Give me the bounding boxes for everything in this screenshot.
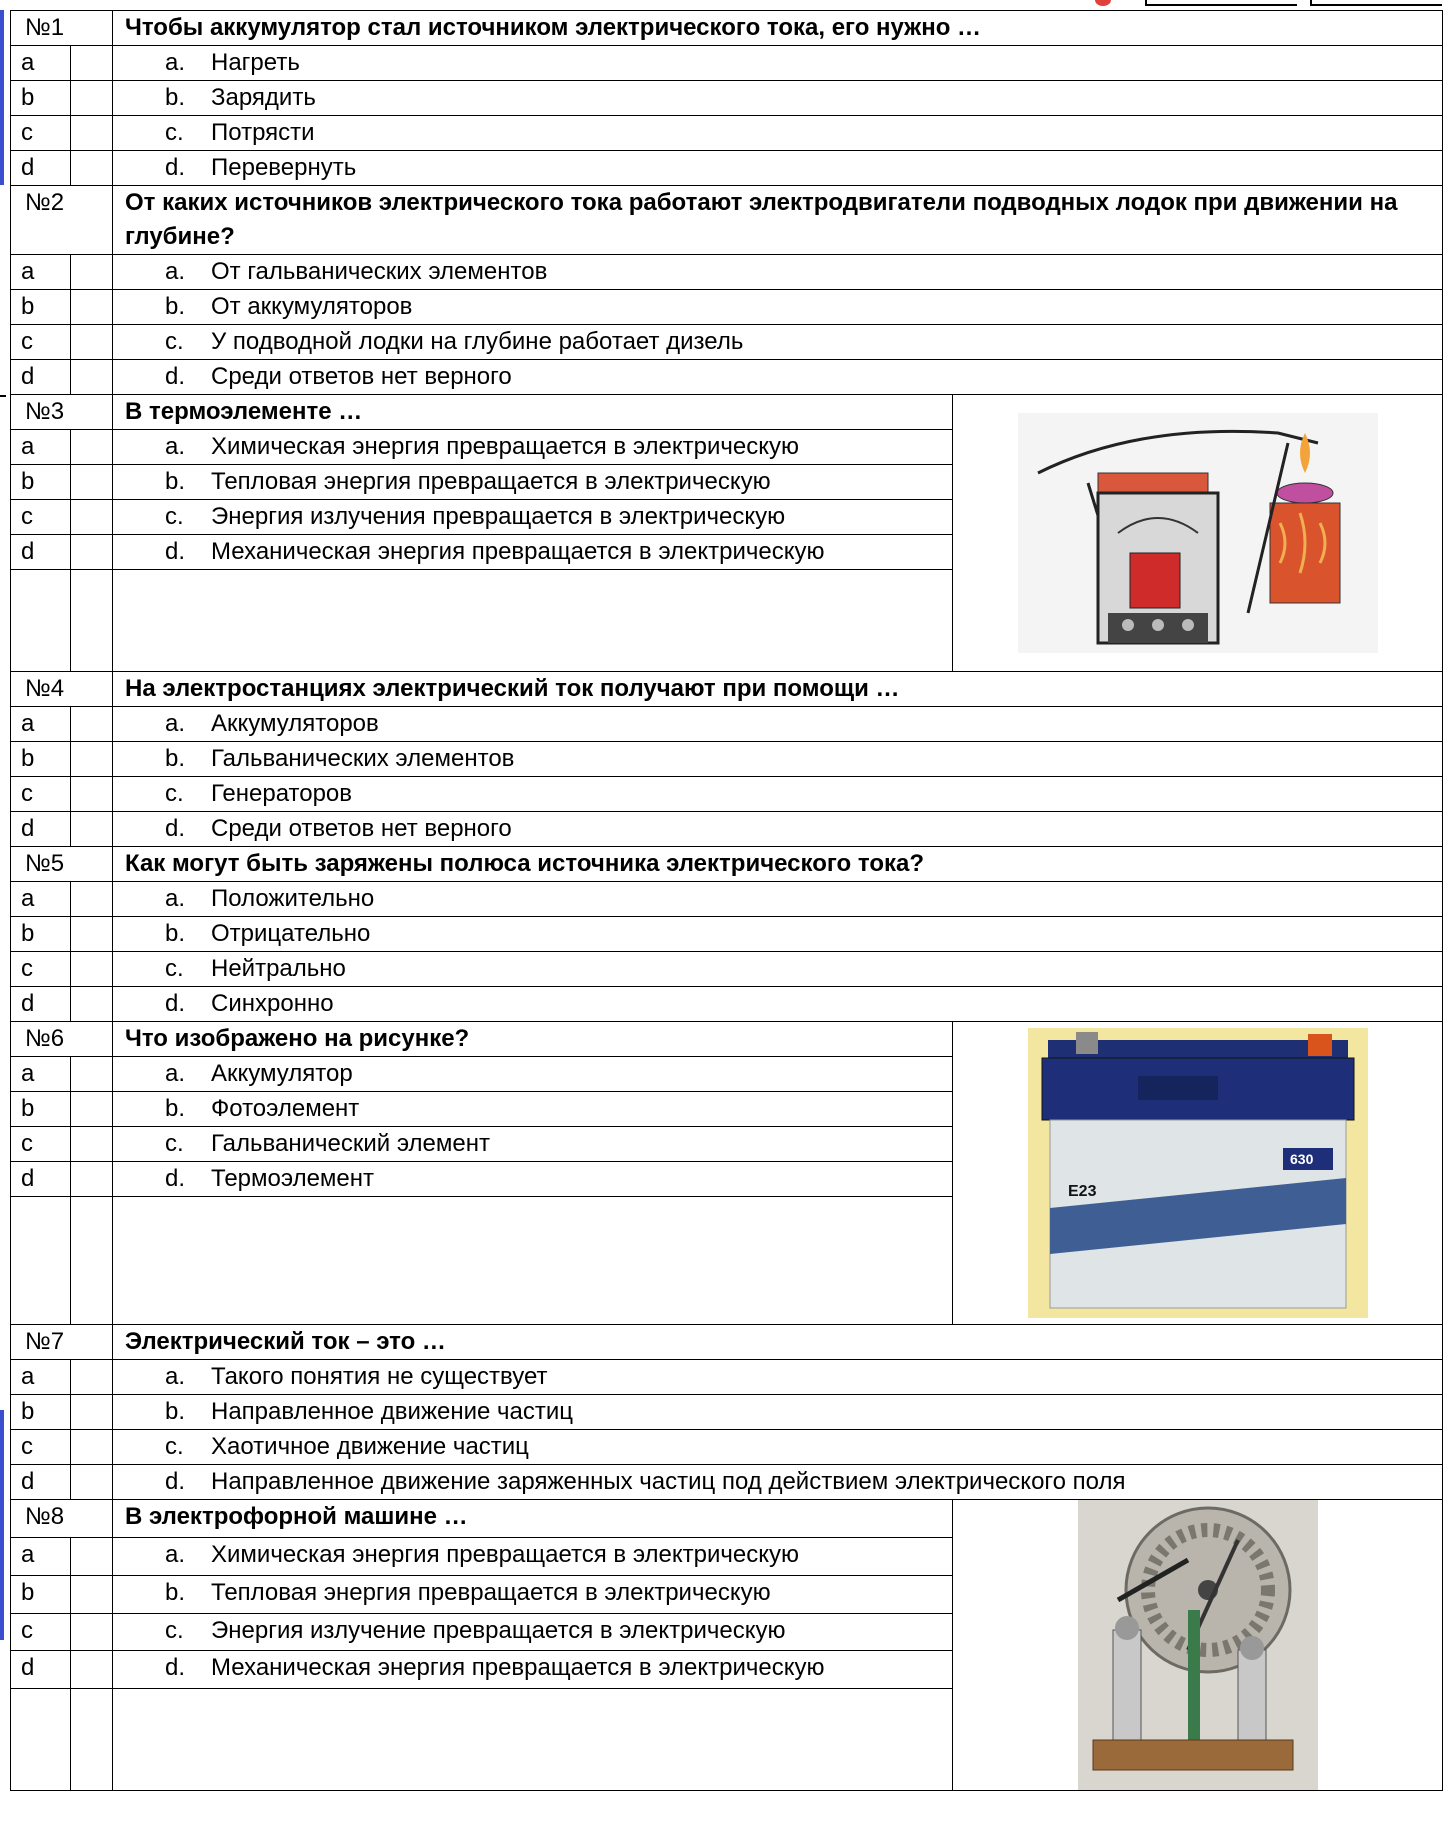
option-letter: c. [165,1433,184,1460]
answer-mark-cell[interactable] [71,882,113,917]
answer-letter: b [11,465,71,500]
option-item [113,987,1443,1022]
option-letter: b. [165,1398,186,1425]
option-letter: a. [165,258,186,285]
option-row[interactable] [11,882,1443,917]
answer-mark-cell[interactable] [71,742,113,777]
question-text: Чтобы аккумулятор стал источником электрического тока, его нужно … [113,11,1443,46]
option-letter: d. [165,990,186,1017]
option-text: Гальванических элементов [211,745,515,772]
option-item [113,255,1443,290]
option-text: Направленное движение частиц [211,1398,574,1425]
option-row[interactable] [11,1360,1443,1395]
option-letter: c. [165,1130,184,1157]
option-text: У подводной лодки на глубине работает дизель [211,328,744,355]
quiz-table [10,10,1443,1791]
option-item [113,151,1443,186]
answer-mark-cell[interactable] [71,360,113,395]
answer-letter: c [11,1127,71,1162]
margin-mark-bottom [0,1410,4,1640]
answer-mark-cell[interactable] [71,255,113,290]
option-row[interactable] [11,742,1443,777]
answer-letter: b [11,1395,71,1430]
answer-letter: a [11,46,71,81]
answer-letter: a [11,1537,71,1575]
empty-option-cell [113,1689,953,1791]
question-text: От каких источников электрического тока работают электродвигатели подводных лодок при движении на глубине? [113,186,1443,255]
margin-tick [0,395,6,397]
option-text: Фотоэлемент [211,1095,360,1122]
question-row [11,395,1443,430]
option-letter: c. [165,955,184,982]
option-text: Тепловая энергия превращается в электрическую [211,1578,771,1606]
answer-mark-cell[interactable] [71,1465,113,1500]
answer-letter: b [11,290,71,325]
answer-letter: b [11,917,71,952]
option-item [113,1360,1443,1395]
option-text: Синхронно [211,990,334,1017]
top-red-mark [1095,0,1111,6]
battery-capacity-label: 630 [1289,1151,1313,1167]
option-row[interactable] [11,917,1443,952]
empty-letter-cell [11,570,71,672]
answer-letter: a [11,255,71,290]
answer-mark-cell[interactable] [71,1430,113,1465]
empty-letter-cell [11,1689,71,1791]
answer-mark-cell[interactable] [71,500,113,535]
question-text: В электрофорной машине … [113,1500,953,1538]
option-letter: d. [165,363,186,390]
answer-mark-cell[interactable] [71,812,113,847]
option-item [113,1465,1443,1500]
battery-model-label: E23 [1067,1183,1096,1200]
option-item [113,1092,953,1127]
option-text: Аккумуляторов [211,710,379,737]
answer-mark-cell[interactable] [71,952,113,987]
answer-letter: d [11,1162,71,1197]
option-item [113,1162,953,1197]
thermoelement-illustration-icon [1018,413,1378,653]
option-item [113,325,1443,360]
option-item [113,465,953,500]
option-item [113,535,953,570]
option-item [113,1057,953,1092]
empty-option-cell [113,570,953,672]
option-item [113,360,1443,395]
answer-mark-cell[interactable] [71,1537,113,1575]
option-text: Потрясти [211,119,315,146]
answer-letter: b [11,1575,71,1613]
answer-letter: a [11,1360,71,1395]
answer-mark-cell[interactable] [71,987,113,1022]
answer-letter: c [11,325,71,360]
option-text: Термоэлемент [211,1165,375,1192]
option-letter: c. [165,328,184,355]
answer-mark-cell[interactable] [71,535,113,570]
option-text: От аккумуляторов [211,293,413,320]
option-letter: d. [165,1165,186,1192]
option-item [113,46,1443,81]
option-text: Направленное движение заряженных частиц под действием электрического поля [211,1468,1126,1495]
answer-mark-cell[interactable] [71,777,113,812]
option-text: Энергия излучения превращается в электрическую [211,503,786,530]
answer-mark-cell[interactable] [71,1162,113,1197]
answer-letter: d [11,812,71,847]
answer-mark-cell[interactable] [71,707,113,742]
option-letter: b. [165,920,186,947]
option-item [113,500,953,535]
answer-mark-cell[interactable] [71,151,113,186]
electrophore-image-cell [953,1500,1443,1791]
option-letter: a. [165,1363,186,1390]
option-item [113,707,1443,742]
option-item [113,1127,953,1162]
option-row[interactable] [11,987,1443,1022]
option-letter: d. [165,1654,186,1682]
option-item [113,952,1443,987]
option-letter: d. [165,538,186,565]
margin-mark-top [0,10,4,185]
option-text: Химическая энергия превращается в электрическую [211,433,800,460]
option-letter: b. [165,84,186,111]
option-text: Механическая энергия превращается в электрическую [211,538,825,565]
answer-letter: b [11,81,71,116]
option-item [113,742,1443,777]
answer-letter: c [11,952,71,987]
option-row[interactable] [11,1430,1443,1465]
option-item [113,1430,1443,1465]
top-box-1 [1145,0,1297,6]
answer-letter: c [11,777,71,812]
answer-letter: c [11,500,71,535]
question-row [11,1500,1443,1538]
option-row[interactable] [11,952,1443,987]
answer-mark-cell[interactable] [71,81,113,116]
question-row [11,186,1443,255]
option-text: Среди ответов нет верного [211,363,512,390]
option-row[interactable] [11,777,1443,812]
option-text: Гальванический элемент [211,1130,490,1157]
option-item [113,1613,953,1651]
answer-mark-cell[interactable] [71,1395,113,1430]
question-row [11,1325,1443,1360]
answer-letter: b [11,742,71,777]
option-text: Химическая энергия превращается в электрическую [211,1540,800,1568]
option-row[interactable] [11,81,1443,116]
answer-letter: c [11,1430,71,1465]
option-row[interactable] [11,1395,1443,1430]
answer-letter: d [11,987,71,1022]
option-text: Хаотичное движение частиц [211,1433,529,1460]
answer-mark-cell[interactable] [71,1057,113,1092]
answer-mark-cell[interactable] [71,116,113,151]
option-letter: b. [165,1578,186,1606]
option-text: Нагреть [211,49,300,76]
question-number: №2 [11,186,113,255]
option-letter: b. [165,468,186,495]
option-letter: c. [165,119,184,146]
empty-mark-cell [71,1689,113,1791]
question-row [11,11,1443,46]
option-row[interactable] [11,46,1443,81]
option-text: Положительно [211,885,375,912]
option-text: Такого понятия не существует [211,1363,548,1390]
option-text: Тепловая энергия превращается в электрическую [211,468,771,495]
answer-letter: c [11,116,71,151]
option-letter: c. [165,1616,184,1644]
answer-mark-cell[interactable] [71,465,113,500]
option-row[interactable] [11,151,1443,186]
option-item [113,116,1443,151]
option-letter: b. [165,745,186,772]
question-number: №8 [11,1500,113,1538]
answer-letter: a [11,1057,71,1092]
option-letter: a. [165,1540,186,1568]
option-row[interactable] [11,255,1443,290]
option-row[interactable] [11,325,1443,360]
answer-letter: c [11,1613,71,1651]
option-item [113,81,1443,116]
option-letter: c. [165,780,184,807]
question-row [11,1022,1443,1057]
option-text: Аккумулятор [211,1060,353,1087]
answer-letter: d [11,535,71,570]
question-number: №6 [11,1022,113,1057]
option-row[interactable] [11,707,1443,742]
option-row[interactable] [11,290,1443,325]
question-number: №7 [11,1325,113,1360]
option-text: Нейтрально [211,955,346,982]
option-item [113,430,953,465]
answer-mark-cell[interactable] [71,1651,113,1689]
battery-image-cell [953,1022,1443,1325]
answer-letter: a [11,882,71,917]
option-item [113,1575,953,1613]
option-letter: a. [165,885,186,912]
empty-mark-cell [71,1197,113,1325]
answer-letter: a [11,707,71,742]
question-number: №3 [11,395,113,430]
option-letter: d. [165,154,186,181]
option-letter: d. [165,815,186,842]
option-row[interactable] [11,1465,1443,1500]
answer-mark-cell[interactable] [71,325,113,360]
question-text: В термоэлементе … [113,395,953,430]
answer-mark-cell[interactable] [71,1092,113,1127]
question-number: №4 [11,672,113,707]
option-row[interactable] [11,812,1443,847]
answer-letter: b [11,1092,71,1127]
answer-mark-cell[interactable] [71,1360,113,1395]
question-number: №1 [11,11,113,46]
option-letter: a. [165,1060,186,1087]
question-number: №5 [11,847,113,882]
option-row[interactable] [11,116,1443,151]
question-row [11,672,1443,707]
option-text: Отрицательно [211,920,371,947]
option-letter: c. [165,503,184,530]
option-letter: a. [165,433,186,460]
option-item [113,917,1443,952]
option-item [113,882,1443,917]
option-item [113,812,1443,847]
question-text: Как могут быть заряжены полюса источника электрического тока? [113,847,1443,882]
option-letter: b. [165,1095,186,1122]
option-item [113,290,1443,325]
option-letter: a. [165,49,186,76]
top-box-2 [1310,0,1442,6]
option-item [113,1651,953,1689]
option-text: Энергия излучение превращается в электрическую [211,1616,786,1644]
empty-letter-cell [11,1197,71,1325]
electrophore-machine-photo-icon [1078,1500,1318,1790]
answer-mark-cell[interactable] [71,46,113,81]
option-text: Зарядить [211,84,316,111]
question-text: На электростанциях электрический ток получают при помощи … [113,672,1443,707]
answer-letter: d [11,360,71,395]
question-text: Что изображено на рисунке? [113,1022,953,1057]
answer-letter: a [11,430,71,465]
thermoelement-image-cell [953,395,1443,672]
option-text: Среди ответов нет верного [211,815,512,842]
answer-mark-cell[interactable] [71,1575,113,1613]
answer-letter: d [11,1465,71,1500]
option-letter: b. [165,293,186,320]
empty-option-cell [113,1197,953,1325]
answer-mark-cell[interactable] [71,1613,113,1651]
top-strip [10,0,1446,8]
answer-letter: d [11,151,71,186]
answer-letter: d [11,1651,71,1689]
car-battery-photo-icon [1028,1028,1368,1318]
option-letter: a. [165,710,186,737]
option-text: Механическая энергия превращается в электрическую [211,1654,825,1682]
option-item [113,777,1443,812]
option-text: Генераторов [211,780,353,807]
empty-mark-cell [71,570,113,672]
answer-mark-cell[interactable] [71,290,113,325]
option-text: Перевернуть [211,154,357,181]
question-text: Электрический ток – это … [113,1325,1443,1360]
answer-mark-cell[interactable] [71,430,113,465]
option-text: От гальванических элементов [211,258,548,285]
option-letter: d. [165,1468,186,1495]
question-row [11,847,1443,882]
answer-mark-cell[interactable] [71,1127,113,1162]
option-row[interactable] [11,360,1443,395]
option-item [113,1395,1443,1430]
option-item [113,1537,953,1575]
answer-mark-cell[interactable] [71,917,113,952]
